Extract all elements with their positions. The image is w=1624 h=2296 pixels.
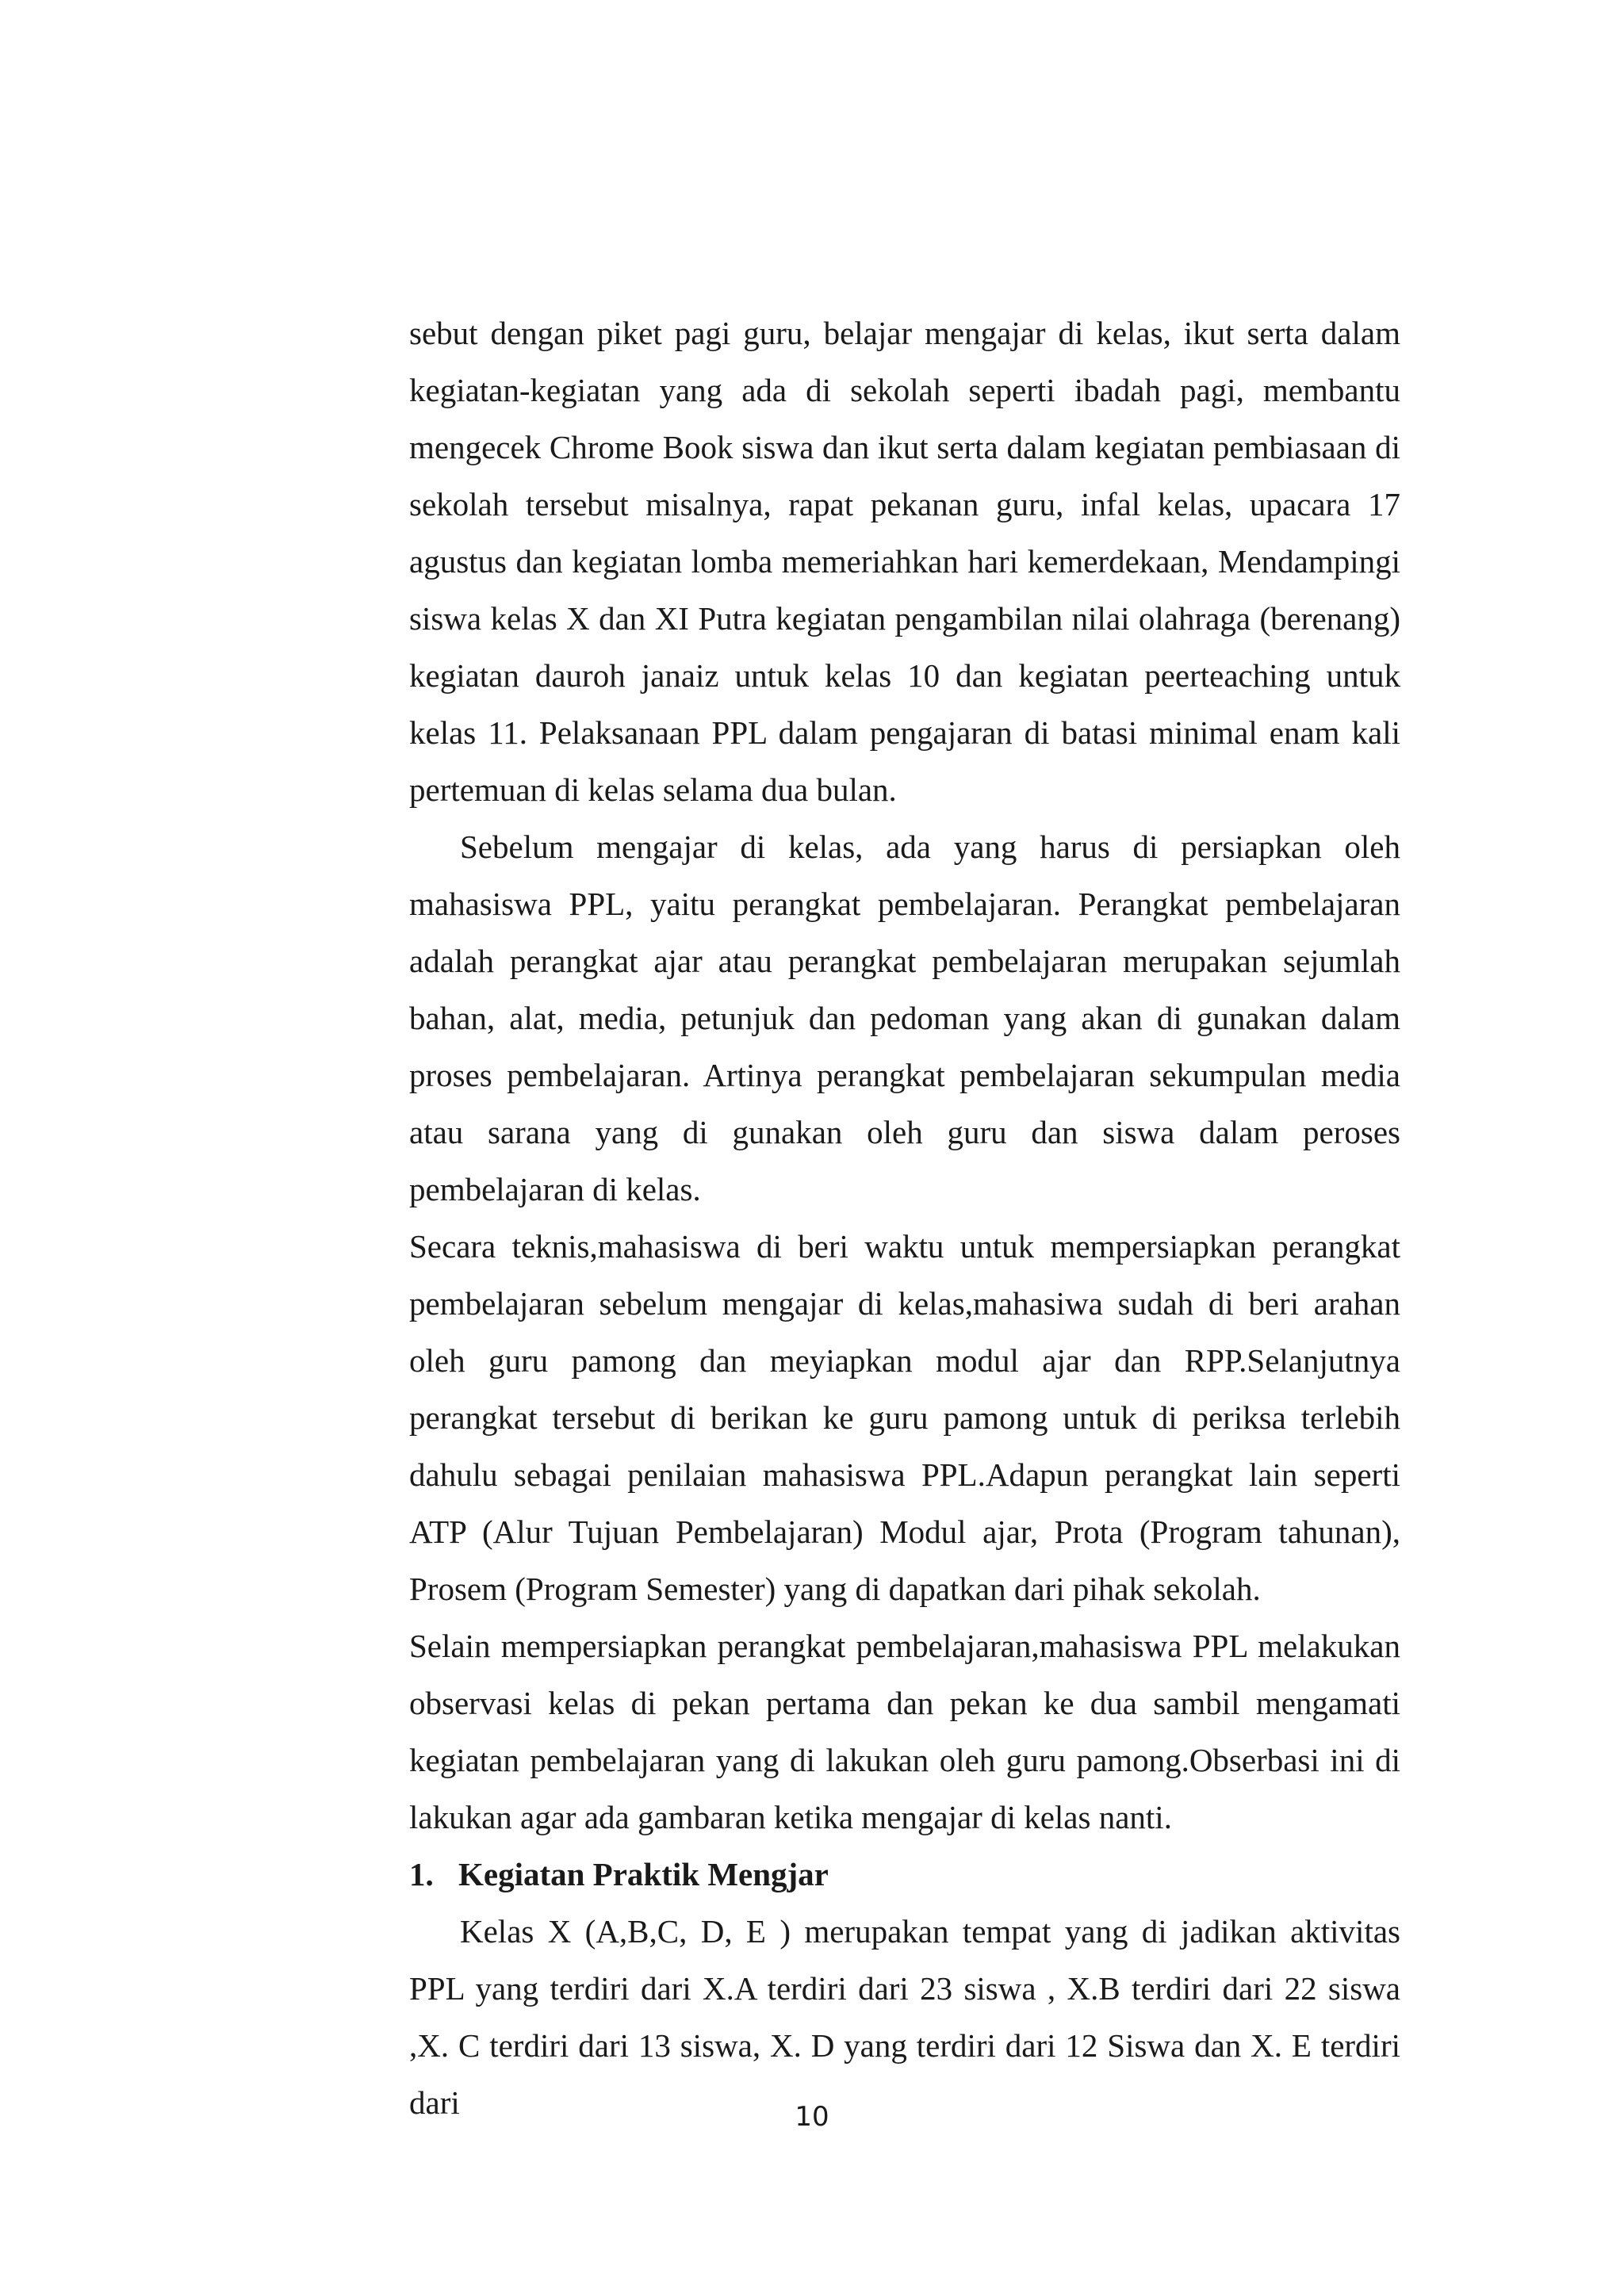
paragraph-observation: Selain mempersiapkan perangkat pembelajaran,mahasiswa PPL melakukan observasi kelas di pekan pertama dan pekan ke dua sambil mengamati kegiatan pembelajaran yang di lakukan oleh guru pamong.Obserbasi ini di lakukan agar ada gambaran ketika mengajar di kelas nanti. xyxy=(409,1628,1400,1835)
paragraph-classes: Kelas X (A,B,C, D, E ) merupakan tempat yang di jadikan aktivitas PPL yang terdiri dari X.A terdiri dari 23 siswa , X.B terdiri dari 22 siswa ,X. C terdiri dari 13 siswa, X. D yang terdiri dari 12 Siswa dan X. E terdiri dari xyxy=(409,1913,1400,2121)
section-heading-number: 1. xyxy=(409,1856,434,1892)
page-number: 10 xyxy=(795,2101,829,2133)
section-heading xyxy=(409,1846,1400,1903)
paragraph-preparation: Sebelum mengajar di kelas, ada yang harus di persiapkan oleh mahasiswa PPL, yaitu perangkat pembelajaran. Perangkat pembelajaran adalah perangkat ajar atau perangkat pembelajaran merupakan sejumlah bahan, alat, media, petunjuk dan pedoman yang akan di gunakan dalam proses pembelajaran. Artinya perangkat pembelajaran sekumpulan media atau sarana yang di gunakan oleh guru dan siswa dalam peroses pembelajaran di kelas. xyxy=(409,828,1400,1207)
paragraph-activities: sebut dengan piket pagi guru, belajar mengajar di kelas, ikut serta dalam kegiatan-kegiatan yang ada di sekolah seperti ibadah pagi, membantu mengecek Chrome Book siswa dan ikut serta dalam kegiatan pembiasaan di sekolah tersebut misalnya, rapat pekanan guru, infal kelas, upacara 17 agustus dan kegiatan lomba memeriahkan hari kemerdekaan, Mendampingi siswa kelas X dan XI Putra kegiatan pengambilan nilai olahraga (berenang) kegiatan dauroh janaiz untuk kelas 10 dan kegiatan peerteaching untuk kelas 11. Pelaksanaan PPL dalam pengajaran di batasi minimal enam kali pertemuan di kelas selama dua bulan. xyxy=(409,315,1400,808)
page-body xyxy=(409,304,1400,2131)
paragraph-technical: Secara teknis,mahasiswa di beri waktu untuk mempersiapkan perangkat pembelajaran sebelum mengajar di kelas,mahasiwa sudah di beri arahan oleh guru pamong dan meyiapkan modul ajar dan RPP.Selanjutnya perangkat tersebut di berikan ke guru pamong untuk di periksa terlebih dahulu sebagai penilaian mahasiswa PPL.Adapun perangkat lain seperti ATP (Alur Tujuan Pembelajaran) Modul ajar, Prota (Program tahunan), Prosem (Program Semester) yang di dapatkan dari pihak sekolah. xyxy=(409,1228,1400,1607)
section-heading-title: Kegiatan Praktik Mengjar xyxy=(458,1856,829,1892)
